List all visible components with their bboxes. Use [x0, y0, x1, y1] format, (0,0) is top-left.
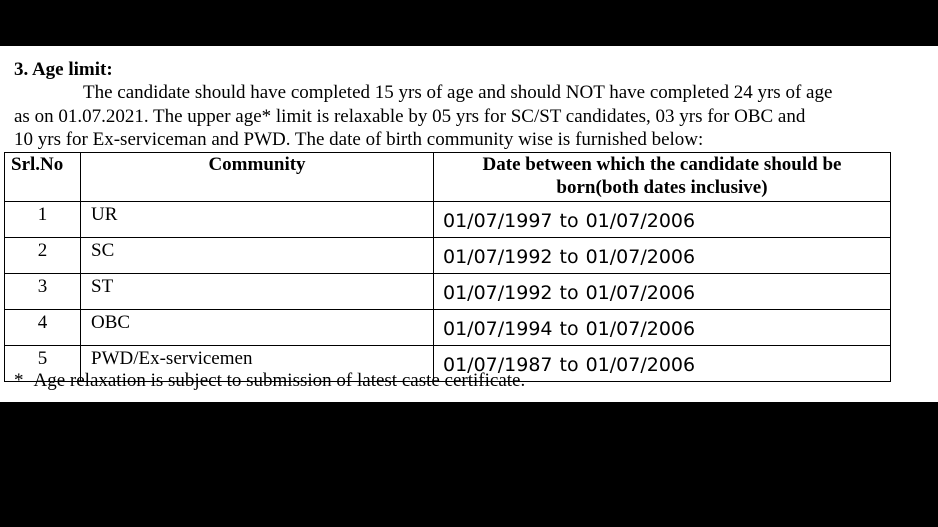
header-date-line-2: born(both dates inclusive) [556, 177, 768, 198]
date-to-word: to [559, 210, 579, 232]
footnote-asterisk: * [14, 370, 24, 391]
table-row [5, 274, 891, 310]
table-header-row [5, 153, 891, 202]
date-from: 01/07/1997 [443, 210, 553, 232]
date-from: 01/07/1987 [443, 354, 553, 376]
footnote-text: Age relaxation is subject to submission of latest caste certificate. [33, 370, 526, 391]
section-number: 3. [14, 59, 29, 80]
header-srl-no: Srl.No [5, 153, 81, 202]
table-row [5, 238, 891, 274]
date-to-word: to [559, 282, 579, 304]
date-to: 01/07/2006 [585, 354, 696, 376]
age-limit-table [4, 152, 891, 382]
section-heading [14, 59, 113, 81]
date-from: 01/07/1992 [443, 282, 553, 304]
date-to: 01/07/2006 [585, 246, 696, 268]
row-community: UR [81, 202, 434, 238]
row-community: ST [81, 274, 434, 310]
row-date-range [434, 274, 891, 310]
row-community: SC [81, 238, 434, 274]
date-to: 01/07/2006 [585, 282, 696, 304]
row-number: 5 [5, 346, 81, 382]
date-from: 01/07/1994 [443, 318, 553, 340]
header-date-line-1: Date between which the candidate should be [482, 154, 842, 175]
paragraph-line-2: as on 01.07.2021. The upper age* limit is relaxable by 05 yrs for SC/ST candidates, 03 yrs for OBC and [14, 105, 806, 127]
row-community: OBC [81, 310, 434, 346]
section-title: Age limit: [31, 59, 113, 80]
header-date-range [434, 153, 891, 202]
row-number: 1 [5, 202, 81, 238]
date-to-word: to [559, 318, 579, 340]
row-date-range [434, 238, 891, 274]
row-number: 3 [5, 274, 81, 310]
date-to-word: to [559, 354, 579, 376]
document-page [0, 46, 938, 402]
table-row [5, 202, 891, 238]
date-to-word: to [559, 246, 579, 268]
paragraph-line-3: 10 yrs for Ex-serviceman and PWD. The date of birth community wise is furnished below: [14, 129, 704, 150]
row-community: PWD/Ex-servicemen [81, 346, 434, 382]
row-date-range [434, 202, 891, 238]
eligibility-paragraph [14, 81, 938, 152]
date-from: 01/07/1992 [443, 246, 553, 268]
date-to: 01/07/2006 [585, 210, 696, 232]
header-community: Community [81, 153, 434, 202]
footnote [14, 370, 525, 392]
table-row [5, 310, 891, 346]
row-number: 2 [5, 238, 81, 274]
row-date-range [434, 310, 891, 346]
row-number: 4 [5, 310, 81, 346]
paragraph-line-1: The candidate should have completed 15 yrs of age and should NOT have completed 24 yrs of age [83, 82, 833, 103]
date-to: 01/07/2006 [585, 318, 696, 340]
